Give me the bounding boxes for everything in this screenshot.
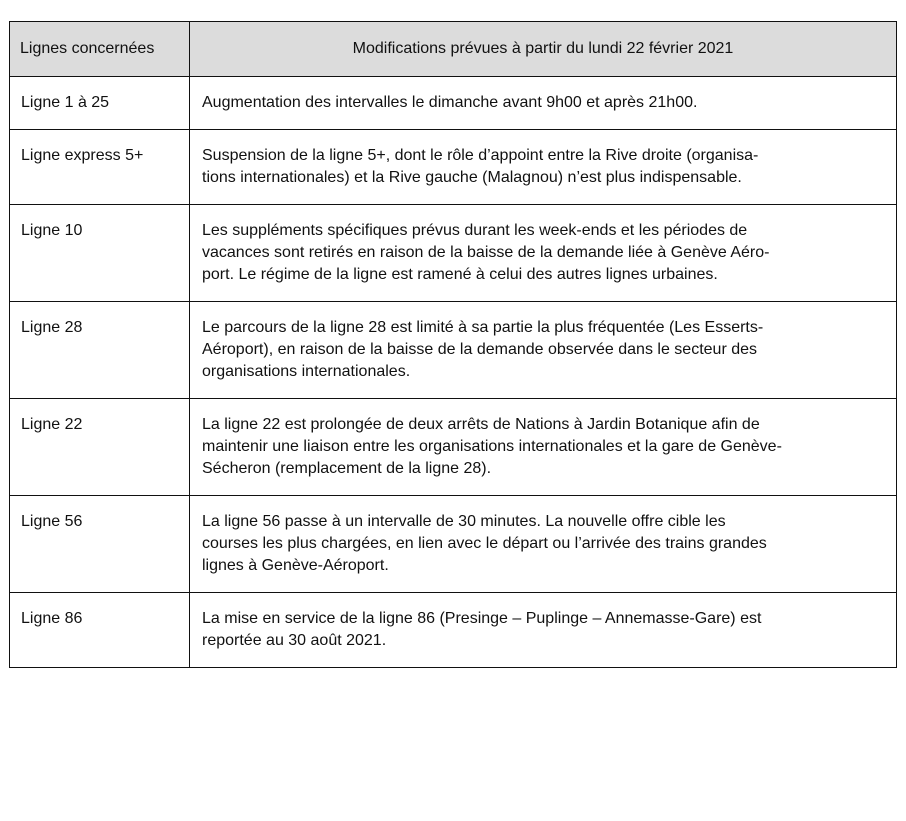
table-header-row [10, 22, 897, 77]
line-cell: Ligne 28 [10, 302, 190, 399]
table-row [10, 593, 897, 668]
table-row [10, 399, 897, 496]
table-row [10, 205, 897, 302]
table-row [10, 302, 897, 399]
modification-cell: Le parcours de la ligne 28 est limité à sa partie la plus fréquentée (Les Esserts- Aéroport), en raison de la baisse de la demande observée dans le secteur des organisations internationales. [190, 302, 897, 399]
modification-cell: Augmentation des intervalles le dimanche avant 9h00 et après 21h00. [190, 77, 897, 130]
table-body [10, 77, 897, 668]
line-cell: Ligne 22 [10, 399, 190, 496]
line-cell: Ligne 56 [10, 496, 190, 593]
line-cell: Ligne 10 [10, 205, 190, 302]
table-row [10, 496, 897, 593]
table-row [10, 130, 897, 205]
line-cell: Ligne 86 [10, 593, 190, 668]
modification-cell: Suspension de la ligne 5+, dont le rôle d’appoint entre la Rive droite (organisa- tions internationales) et la Rive gauche (Malagnou) n’est plus indispensable. [190, 130, 897, 205]
modification-cell: La ligne 56 passe à un intervalle de 30 minutes. La nouvelle offre cible les courses les plus chargées, en lien avec le départ ou l’arrivée des trains grandes lignes à Genève-Aéroport. [190, 496, 897, 593]
modification-cell: Les suppléments spécifiques prévus durant les week-ends et les périodes de vacances sont retirés en raison de la baisse de la demande liée à Genève Aéro- port. Le régime de la ligne est ramené à celui des autres lignes urbaines. [190, 205, 897, 302]
header-lines: Lignes concernées [10, 22, 190, 77]
line-cell: Ligne express 5+ [10, 130, 190, 205]
modification-cell: La ligne 22 est prolongée de deux arrêts de Nations à Jardin Botanique afin de maintenir une liaison entre les organisations internationales et la gare de Genève- Sécheron (remplacement de la ligne 28). [190, 399, 897, 496]
modification-cell: La mise en service de la ligne 86 (Presinge – Puplinge – Annemasse-Gare) est reportée au 30 août 2021. [190, 593, 897, 668]
line-modifications-table [9, 21, 897, 668]
line-cell: Ligne 1 à 25 [10, 77, 190, 130]
header-modifications: Modifications prévues à partir du lundi 22 février 2021 [190, 22, 897, 77]
table-row [10, 77, 897, 130]
